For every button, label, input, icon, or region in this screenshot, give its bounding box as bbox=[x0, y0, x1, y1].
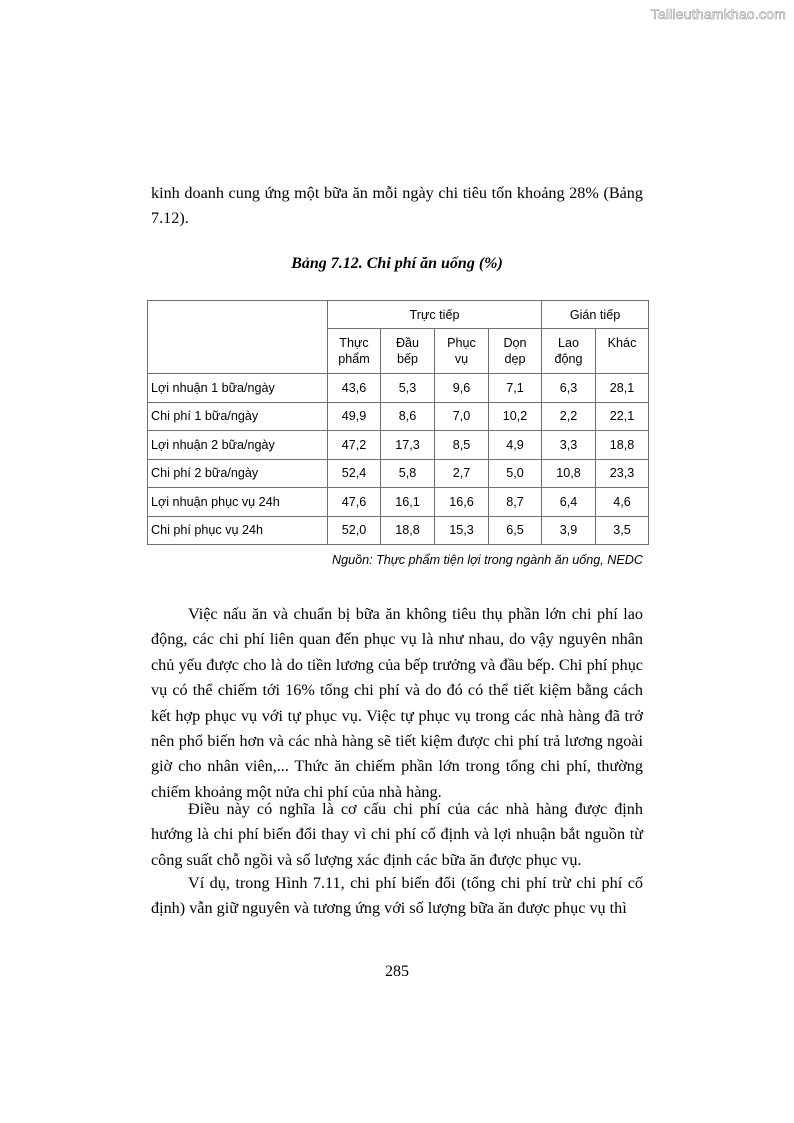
cell: 8,5 bbox=[435, 431, 489, 460]
table-caption: Bảng 7.12. Chi phí ăn uống (%) bbox=[291, 255, 503, 272]
sub-header-line: phẩm bbox=[338, 352, 370, 366]
cell: 8,6 bbox=[381, 402, 435, 431]
row-label: Lợi nhuận 2 bữa/ngày bbox=[148, 431, 328, 460]
cell: 5,3 bbox=[381, 374, 435, 403]
cell: 2,2 bbox=[542, 402, 596, 431]
cell: 18,8 bbox=[381, 516, 435, 545]
cell: 2,7 bbox=[435, 459, 489, 488]
intro-paragraph: kinh doanh cung ứng một bữa ăn mỗi ngày chi tiêu tốn khoảng 28% (Bảng 7.12). bbox=[151, 184, 643, 228]
sub-header-line: vụ bbox=[454, 352, 469, 366]
cell: 10,2 bbox=[489, 402, 542, 431]
sub-header-line: Thực bbox=[339, 336, 369, 350]
cell: 3,9 bbox=[542, 516, 596, 545]
cell: 5,8 bbox=[381, 459, 435, 488]
cell: 10,8 bbox=[542, 459, 596, 488]
cost-table bbox=[147, 300, 649, 545]
sub-header-food bbox=[328, 329, 381, 374]
cell: 52,0 bbox=[328, 516, 381, 545]
table-row bbox=[148, 402, 649, 431]
sub-header-service bbox=[435, 329, 489, 374]
table-row bbox=[148, 459, 649, 488]
page-number: 285 bbox=[385, 963, 409, 980]
cell: 8,7 bbox=[489, 488, 542, 517]
cell: 6,4 bbox=[542, 488, 596, 517]
table-row bbox=[148, 431, 649, 460]
cell: 5,0 bbox=[489, 459, 542, 488]
group-header-indirect: Gián tiếp bbox=[542, 301, 649, 329]
sub-header-line: Phục bbox=[447, 336, 476, 350]
cell: 17,3 bbox=[381, 431, 435, 460]
body-paragraph-3: Ví dụ, trong Hình 7.11, chi phí biến đổi (tổng chi phí trừ chi phí cố định) vẫn giữ nguyên và tương ứng với số lượng bữa ăn được phục vụ thì bbox=[151, 874, 643, 918]
table-row bbox=[148, 374, 649, 403]
cell: 49,9 bbox=[328, 402, 381, 431]
table-source-note: Nguồn: Thực phẩm tiện lợi trong ngành ăn uống, NEDC bbox=[331, 553, 643, 567]
row-label: Chi phí phục vụ 24h bbox=[148, 516, 328, 545]
cell: 28,1 bbox=[596, 374, 649, 403]
cell: 22,1 bbox=[596, 402, 649, 431]
cell: 7,1 bbox=[489, 374, 542, 403]
table-group-header-row bbox=[148, 301, 649, 329]
cell: 43,6 bbox=[328, 374, 381, 403]
cell: 7,0 bbox=[435, 402, 489, 431]
cell: 9,6 bbox=[435, 374, 489, 403]
group-header-direct: Trực tiếp bbox=[328, 301, 542, 329]
table-corner-cell bbox=[148, 301, 328, 374]
sub-header-line: Dọn bbox=[503, 336, 527, 350]
sub-header-line: Khác bbox=[607, 336, 637, 350]
cell: 18,8 bbox=[596, 431, 649, 460]
cell: 47,2 bbox=[328, 431, 381, 460]
cell: 16,6 bbox=[435, 488, 489, 517]
sub-header-line: động bbox=[554, 352, 583, 366]
body-paragraph-2: Điều này có nghĩa là cơ cấu chi phí của các nhà hàng được định hướng là chi phí biến đổi thay vì chi phí cố định và lợi nhuận bắt nguồn từ công suất chỗ ngồi và số lượng xác định các bữa ăn được phục vụ. bbox=[151, 800, 643, 869]
cell: 47,6 bbox=[328, 488, 381, 517]
cell: 6,3 bbox=[542, 374, 596, 403]
cell: 6,5 bbox=[489, 516, 542, 545]
cell: 4,9 bbox=[489, 431, 542, 460]
row-label: Chi phí 1 bữa/ngày bbox=[148, 402, 328, 431]
sub-header-line: dẹp bbox=[504, 352, 526, 366]
sub-header-line: bếp bbox=[396, 352, 418, 366]
row-label: Chi phí 2 bữa/ngày bbox=[148, 459, 328, 488]
sub-header-cleaning bbox=[489, 329, 542, 374]
cell: 3,5 bbox=[596, 516, 649, 545]
cell: 16,1 bbox=[381, 488, 435, 517]
sub-header-labor bbox=[542, 329, 596, 374]
cell: 52,4 bbox=[328, 459, 381, 488]
table-row bbox=[148, 516, 649, 545]
watermark: Tailieuthamkhao.com bbox=[650, 6, 786, 22]
table-row bbox=[148, 488, 649, 517]
sub-header-other bbox=[596, 329, 649, 374]
sub-header-line: Đầu bbox=[395, 336, 420, 350]
row-label: Lợi nhuận phục vụ 24h bbox=[148, 488, 328, 517]
body-paragraph-1: Việc nấu ăn và chuẩn bị bữa ăn không tiêu thụ phần lớn chi phí lao động, các chi phí liên quan đến phục vụ là như nhau, do vậy nguyên nhân chủ yếu được cho là do tiền lương của bếp trưởng và đầu bếp. Chi phí phục vụ có thể chiếm tới 16% tổng chi phí và do đó có thể tiết kiệm bằng cách kết hợp phục vụ với tự phục vụ. Việc tự phục vụ trong các nhà hàng đã trở nên phổ biến hơn và các nhà hàng sẽ tiết kiệm được chi phí trả lương ngoài giờ cho nhân viên,... Thức ăn chiếm phần lớn trong tổng chi phí, thường chiếm khoảng một nửa chi phí của nhà hàng. bbox=[151, 605, 643, 801]
sub-header-chef bbox=[381, 329, 435, 374]
cell: 15,3 bbox=[435, 516, 489, 545]
sub-header-line: Lao bbox=[558, 336, 580, 350]
cell: 4,6 bbox=[596, 488, 649, 517]
cell: 3,3 bbox=[542, 431, 596, 460]
cell: 23,3 bbox=[596, 459, 649, 488]
row-label: Lợi nhuận 1 bữa/ngày bbox=[148, 374, 328, 403]
